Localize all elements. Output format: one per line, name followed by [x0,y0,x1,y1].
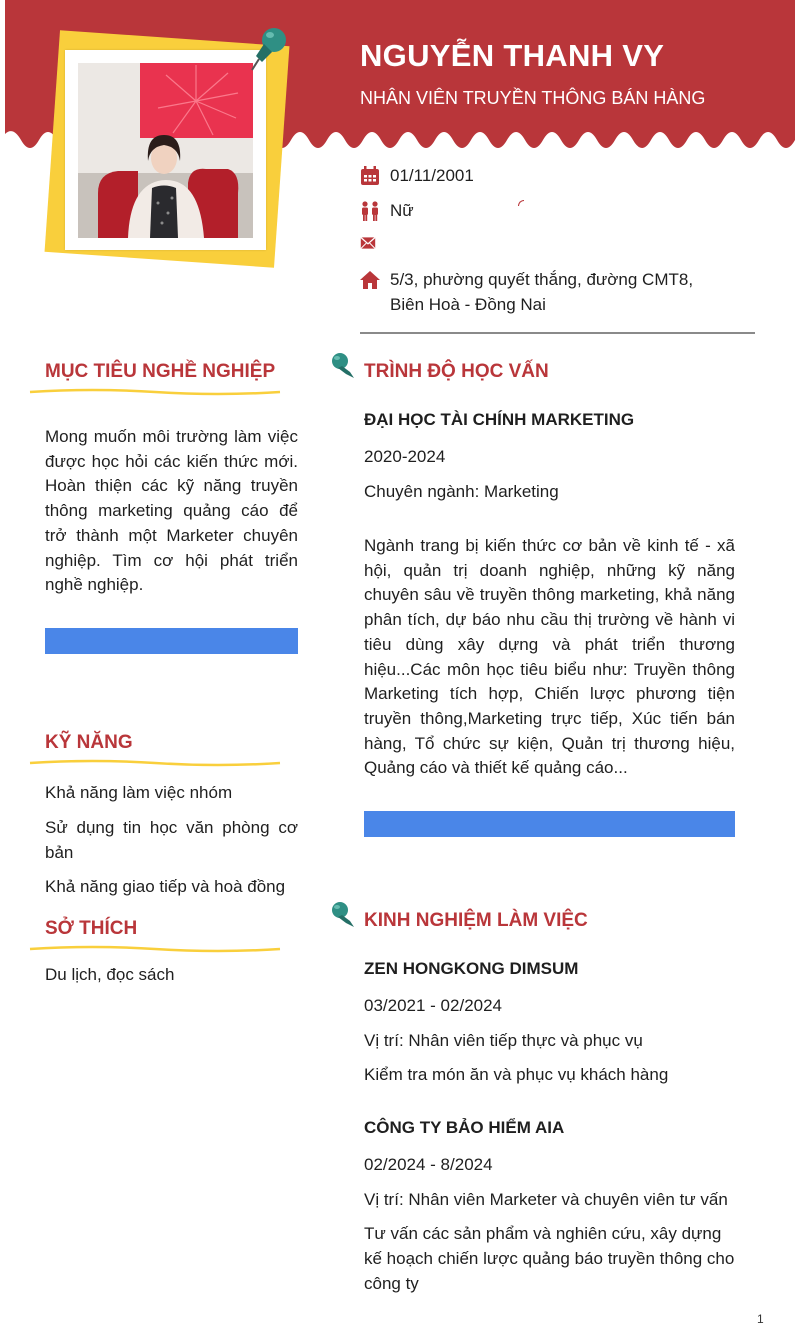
gender-row [360,201,760,223]
experience-title: KINH NGHIỆM LÀM VIỆC [364,910,588,931]
objective-underline [28,387,282,397]
job-title: NHÂN VIÊN TRUYỀN THÔNG BÁN HÀNG [360,88,706,108]
avatar [78,63,253,238]
hobbies-title: SỞ THÍCH [45,918,138,939]
skill-item: Sử dụng tin học văn phòng cơ bản [45,818,298,862]
hobbies-text: Du lịch, đọc sách [45,965,175,984]
education-major: Chuyên ngành: Marketing [364,482,559,501]
page-number: 1 [757,1312,764,1326]
address-line-2: Biên Hoà - Đồng Nai [390,295,546,314]
job-duty: Kiểm tra món ăn và phục vụ khách hàng [364,1065,669,1084]
education-period: 2020-2024 [364,447,446,466]
birthday-value: 01/11/2001 [390,166,474,185]
education-description: Ngành trang bị kiến thức cơ bản về kinh tế - xã hội, quản trị doanh nghiệp, những kỹ năng chuyên sâu về truyền thông marketing, khả năng phân tích, dự báo nhu cầu thị trường về hành vi tiêu dùng xây dựng và phát triển thương hiệu...Các môn học tiêu biểu như: Truyền thông Marketing tích hợp, Chiến lược phương tiện truyền thông,Marketing trực tiếp, Xúc tiến bán hàng, Tổ chức sự kiện, Quản trị thương hiệu, Quảng cáo và thiết kế quảng cáo... [364,536,735,778]
objective-text: Mong muốn môi trường làm việc được học hỏi các kiến thức mới. Hoàn thiện các kỹ năng truyền thông marketing quảng cáo để trở thành một Marketer chuyên nghiệp. Tìm cơ hội phát triển nghề nghiệp. [45,427,298,595]
objective-title: MỤC TIÊU NGHỀ NGHIỆP [45,361,276,382]
job-company: ZEN HONGKONG DIMSUM [364,959,579,978]
skills-title: KỸ NĂNG [45,732,133,753]
email-row [360,235,760,251]
people-icon [360,201,380,221]
candidate-name: NGUYỄN THANH VY [360,38,665,73]
skills-underline [28,758,282,768]
objective-blue-bar [45,628,298,654]
job-position: Vị trí: Nhân viên Marketer và chuyên viên tư vấn [364,1190,728,1209]
education-title: TRÌNH ĐỘ HỌC VẤN [364,361,549,382]
hobbies-underline [28,944,282,954]
skill-item: Khả năng giao tiếp và hoà đồng [45,877,286,896]
job-duty: Tư vấn các sản phẩm và nghiên cứu, xây dựng kế hoạch chiến lược quảng báo truyền thông cho công ty [364,1224,735,1293]
job-company: CÔNG TY BẢO HIỂM AIA [364,1118,565,1137]
pushpin-icon [330,901,356,929]
school-name: ĐẠI HỌC TÀI CHÍNH MARKETING [364,410,635,429]
job-position: Vị trí: Nhân viên tiếp thực và phục vụ [364,1031,643,1050]
education-blue-bar [364,811,735,837]
calendar-icon [360,166,380,186]
skill-item: Khả năng làm việc nhóm [45,783,233,802]
contact-divider [360,332,755,334]
address-row [360,270,760,317]
pushpin-icon [250,26,290,72]
job-period: 02/2024 - 8/2024 [364,1155,493,1174]
stray-mark [518,200,524,206]
address-line-1: 5/3, phường quyết thắng, đường CMT8, [390,270,694,289]
job-period: 03/2021 - 02/2024 [364,996,503,1015]
home-icon [360,270,380,290]
birthday-row [360,166,760,188]
pushpin-icon [330,352,356,380]
mail-icon [360,235,376,251]
gender-value: Nữ [390,201,414,220]
